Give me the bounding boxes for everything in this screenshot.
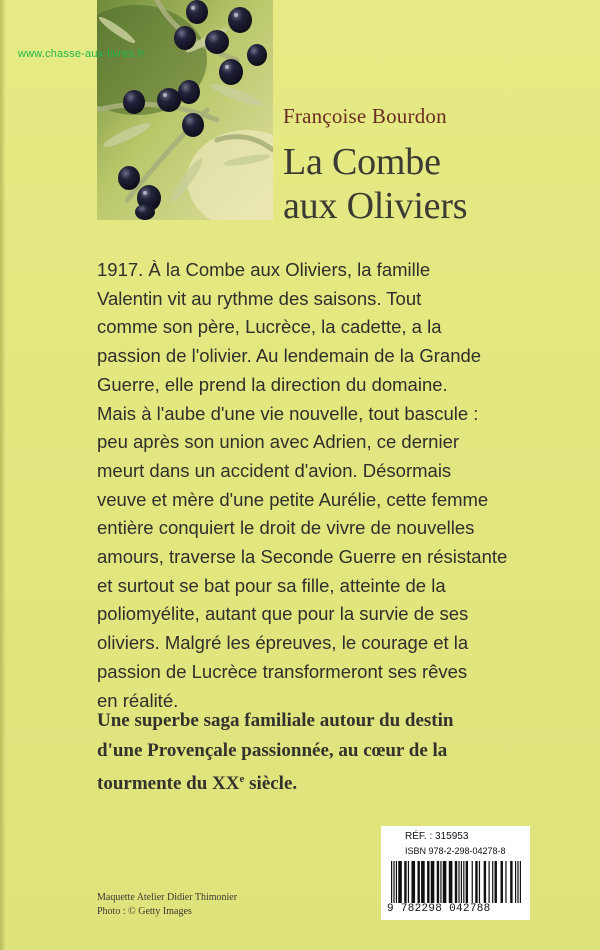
barcode-bar xyxy=(479,861,480,903)
barcode-bar xyxy=(492,861,493,903)
title-line: La Combe xyxy=(283,141,441,183)
barcode-bars xyxy=(389,861,523,903)
synopsis-line: meurt dans un accident d'avion. Désormais xyxy=(97,459,452,481)
synopsis-line: Guerre, elle prend la direction du domaine. xyxy=(97,373,448,395)
barcode-digits: 9 782298 042788 xyxy=(387,903,491,915)
synopsis-line: Mais à l'aube d'une vie nouvelle, tout bascule : xyxy=(97,402,479,424)
barcode-bar xyxy=(391,861,392,903)
credit-maquette: Maquette Atelier Didier Thimonier xyxy=(97,892,238,903)
barcode-bar xyxy=(461,861,462,903)
synopsis-line: et surtout se bat pour sa fille, atteinte de la xyxy=(97,574,446,596)
century-superscript: e xyxy=(239,773,245,785)
barcode-bar xyxy=(431,861,435,903)
synopsis-line: entière conquiert le droit de vivre de nouvelles xyxy=(97,517,475,539)
synopsis-line: peu après son union avec Adrien, ce dernier xyxy=(97,431,460,453)
barcode-bar xyxy=(515,861,516,903)
barcode-label xyxy=(381,826,530,920)
synopsis-line: poliomyélite, autant que pour la survie de ses xyxy=(97,603,469,625)
credits xyxy=(97,891,237,919)
synopsis-line: en réalité. xyxy=(97,689,179,711)
tagline-text: siècle. xyxy=(244,773,298,794)
isbn-number: ISBN 978-2-298-04278-8 xyxy=(405,846,506,856)
tagline-line: Une superbe saga familiale autour du destin xyxy=(97,710,454,731)
barcode-bar xyxy=(393,861,394,903)
synopsis-line: passion de Lucrèce transformeront ses rêves xyxy=(97,660,468,682)
spine-shadow xyxy=(0,0,6,950)
barcode-bar xyxy=(520,861,521,903)
reference-number: RÉF. : 315953 xyxy=(405,831,469,842)
barcode-bar xyxy=(455,861,457,903)
synopsis xyxy=(97,256,537,715)
tagline-text: tourmente du XX xyxy=(97,773,240,794)
barcode-bar xyxy=(443,861,447,903)
barcode-bar xyxy=(463,861,464,903)
synopsis-line: veuve et mère d'une petite Aurélie, cette femme xyxy=(97,488,489,510)
barcode-bar xyxy=(408,861,409,903)
barcode-bar xyxy=(404,861,406,903)
barcode-bar xyxy=(411,861,415,903)
barcode-bar xyxy=(472,861,473,903)
barcode-bar xyxy=(489,861,490,903)
watermark: www.chasse-aux-livres.fr xyxy=(18,48,145,60)
synopsis-line: Valentin vit au rythme des saisons. Tout xyxy=(97,287,422,309)
barcode-bar xyxy=(495,861,497,903)
barcode-bar xyxy=(440,861,441,903)
synopsis-line: amours, traverse la Seconde Guerre en résistante xyxy=(97,546,508,568)
barcode-bar xyxy=(449,861,453,903)
barcode-bar xyxy=(466,861,468,903)
barcode-bar xyxy=(484,861,486,903)
barcode-bar xyxy=(517,861,518,903)
book-title xyxy=(283,140,583,228)
barcode-bar xyxy=(458,861,459,903)
synopsis-line: oliviers. Malgré les épreuves, le courage et la xyxy=(97,632,469,654)
barcode-bar xyxy=(437,861,439,903)
synopsis-line: comme son père, Lucrèce, la cadette, a la xyxy=(97,316,442,338)
synopsis-line: passion de l'olivier. Au lendemain de la Grande xyxy=(97,345,482,367)
credit-photo: Photo : © Getty Images xyxy=(97,906,192,917)
synopsis-line: 1917. À la Combe aux Oliviers, la famille xyxy=(97,259,431,280)
barcode-bar xyxy=(421,861,425,903)
barcode-bar xyxy=(398,861,402,903)
barcode-bar xyxy=(505,861,506,903)
tagline-line xyxy=(97,765,557,799)
barcode-bar xyxy=(510,861,512,903)
olive-branch-photo xyxy=(97,0,273,220)
barcode-bar xyxy=(501,861,503,903)
tagline xyxy=(97,706,557,799)
author-name: Françoise Bourdon xyxy=(283,104,447,128)
barcode-bar xyxy=(427,861,429,903)
title-line: aux Oliviers xyxy=(283,185,468,227)
barcode-bar xyxy=(417,861,419,903)
barcode-bar xyxy=(475,861,477,903)
tagline-line: d'une Provençale passionnée, au cœur de la xyxy=(97,739,448,761)
barcode-bar xyxy=(396,861,397,903)
